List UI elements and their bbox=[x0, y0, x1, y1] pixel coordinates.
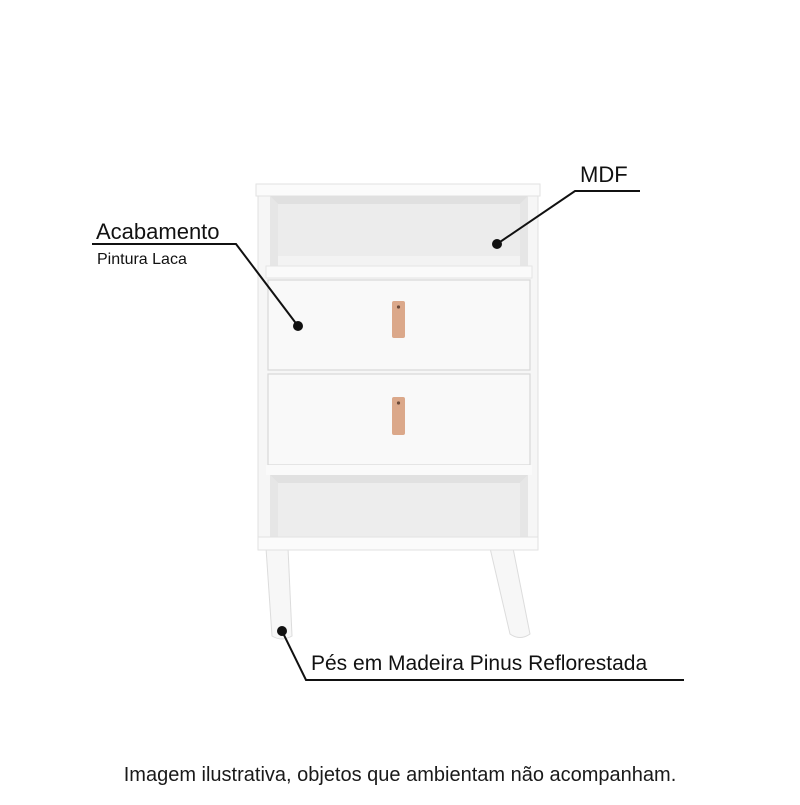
shelf-2 bbox=[266, 465, 532, 475]
legs-label: Pés em Madeira Pinus Reflorestada bbox=[311, 652, 648, 675]
upper-niche-shadow bbox=[270, 196, 528, 204]
finish-sublabel: Pintura Laca bbox=[97, 251, 187, 268]
pes-callout-dot bbox=[277, 626, 287, 636]
right-leg bbox=[490, 548, 530, 638]
lower-niche bbox=[270, 475, 528, 537]
mdf-callout-dot bbox=[492, 239, 502, 249]
acabamento-callout-dot bbox=[293, 321, 303, 331]
shelf-1 bbox=[266, 266, 532, 278]
disclaimer-text: Imagem ilustrativa, objetos que ambientam não acompanham. bbox=[123, 764, 677, 786]
finish-label: Acabamento bbox=[96, 219, 220, 244]
cabinet-top bbox=[256, 184, 540, 196]
left-leg bbox=[266, 548, 292, 639]
upper-niche bbox=[270, 196, 528, 266]
mdf-label: MDF bbox=[580, 162, 628, 187]
cabinet-base bbox=[258, 537, 538, 550]
